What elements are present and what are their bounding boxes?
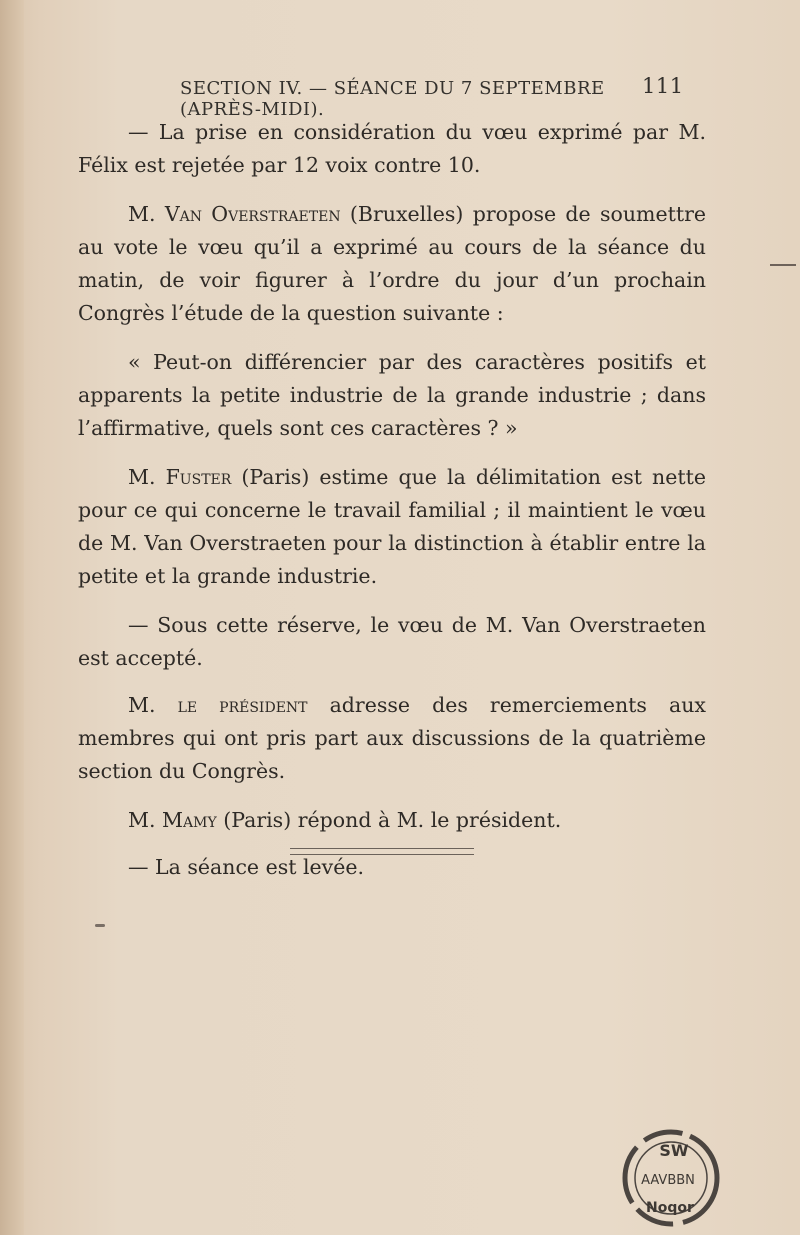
page-gutter-shadow	[0, 0, 24, 1235]
margin-mark	[770, 264, 796, 266]
paragraph-1	[78, 116, 706, 182]
paragraph-text: — La prise en considération du vœu exprimé par M. Félix est rejetée par 12 voix contre 10.	[78, 120, 706, 177]
ink-speck	[95, 924, 105, 927]
body-text	[78, 116, 706, 900]
running-header	[180, 74, 684, 120]
paragraph-text: (Paris) estime que la délimitation est nette pour ce qui concerne le travail familial ; il maintient le vœu de M. Van Overstraeten pour la distinction à établir entre la petite et la grande industrie.	[78, 465, 706, 588]
paragraph-7: M. Mamy (Paris) répond à M. le président.	[128, 808, 562, 832]
paragraph-text: — Sous cette réserve, le vœu de M. Van Overstraeten est accepté.	[78, 613, 706, 670]
running-title: SECTION IV. — SÉANCE DU 7 SEPTEMBRE (APRÈS-MIDI).	[180, 78, 605, 120]
paragraph-2: M. Van Overstraeten (Bruxelles) propose de soumettre au vote le vœu qu’il a exprimé au cours de la séance du matin, de voir figurer à l’ordre du jour d’un prochain Congrès l’étude de la question suivante :	[78, 202, 706, 325]
paragraph-8	[78, 851, 706, 884]
page-number: 111	[642, 74, 684, 98]
paragraph-text: (Bruxelles) propose de soumettre au vote le vœu qu’il a exprimé au cours de la séance du matin, de voir figurer à l’ordre du jour d’un prochain Congrès l’étude de la question suivante :	[78, 202, 706, 325]
paragraph-3-quote	[78, 346, 706, 445]
svg-text:Noqor: Noqor	[646, 1200, 694, 1216]
svg-text:AAVBBN: AAVBBN	[641, 1173, 695, 1188]
paragraph-6: M. le président adresse des remerciements aux membres qui ont pris part aux discussions de la quatrième section du Congrès.	[78, 693, 706, 783]
paragraph-text: — La séance est levée.	[128, 855, 365, 879]
paragraph-5	[78, 609, 706, 675]
end-rule	[290, 848, 474, 855]
speaker-name: Fuster	[165, 465, 232, 489]
speaker-name: Mamy	[162, 808, 217, 832]
paragraph-4: M. Fuster (Paris) estime que la délimitation est nette pour ce qui concerne le travail familial ; il maintient le vœu de M. Van Overstraeten pour la distinction à établir entre la petite et la grande industrie.	[78, 465, 706, 588]
library-stamp-icon	[612, 1120, 730, 1230]
paragraph-text: (Paris) répond à M. le président.	[216, 808, 562, 832]
paragraph-text: adresse des remerciements aux membres qui ont pris part aux discussions de la quatrième section du Congrès.	[78, 693, 706, 783]
paragraph-text: « Peut-on différencier par des caractères positifs et apparents la petite industrie de la grande industrie ; dans l’affirmative, quels sont ces caractères ? »	[78, 350, 706, 440]
svg-text:SW: SW	[659, 1141, 689, 1160]
speaker-name: le président	[177, 693, 308, 717]
speaker-name: Van Overstraeten	[164, 202, 341, 226]
